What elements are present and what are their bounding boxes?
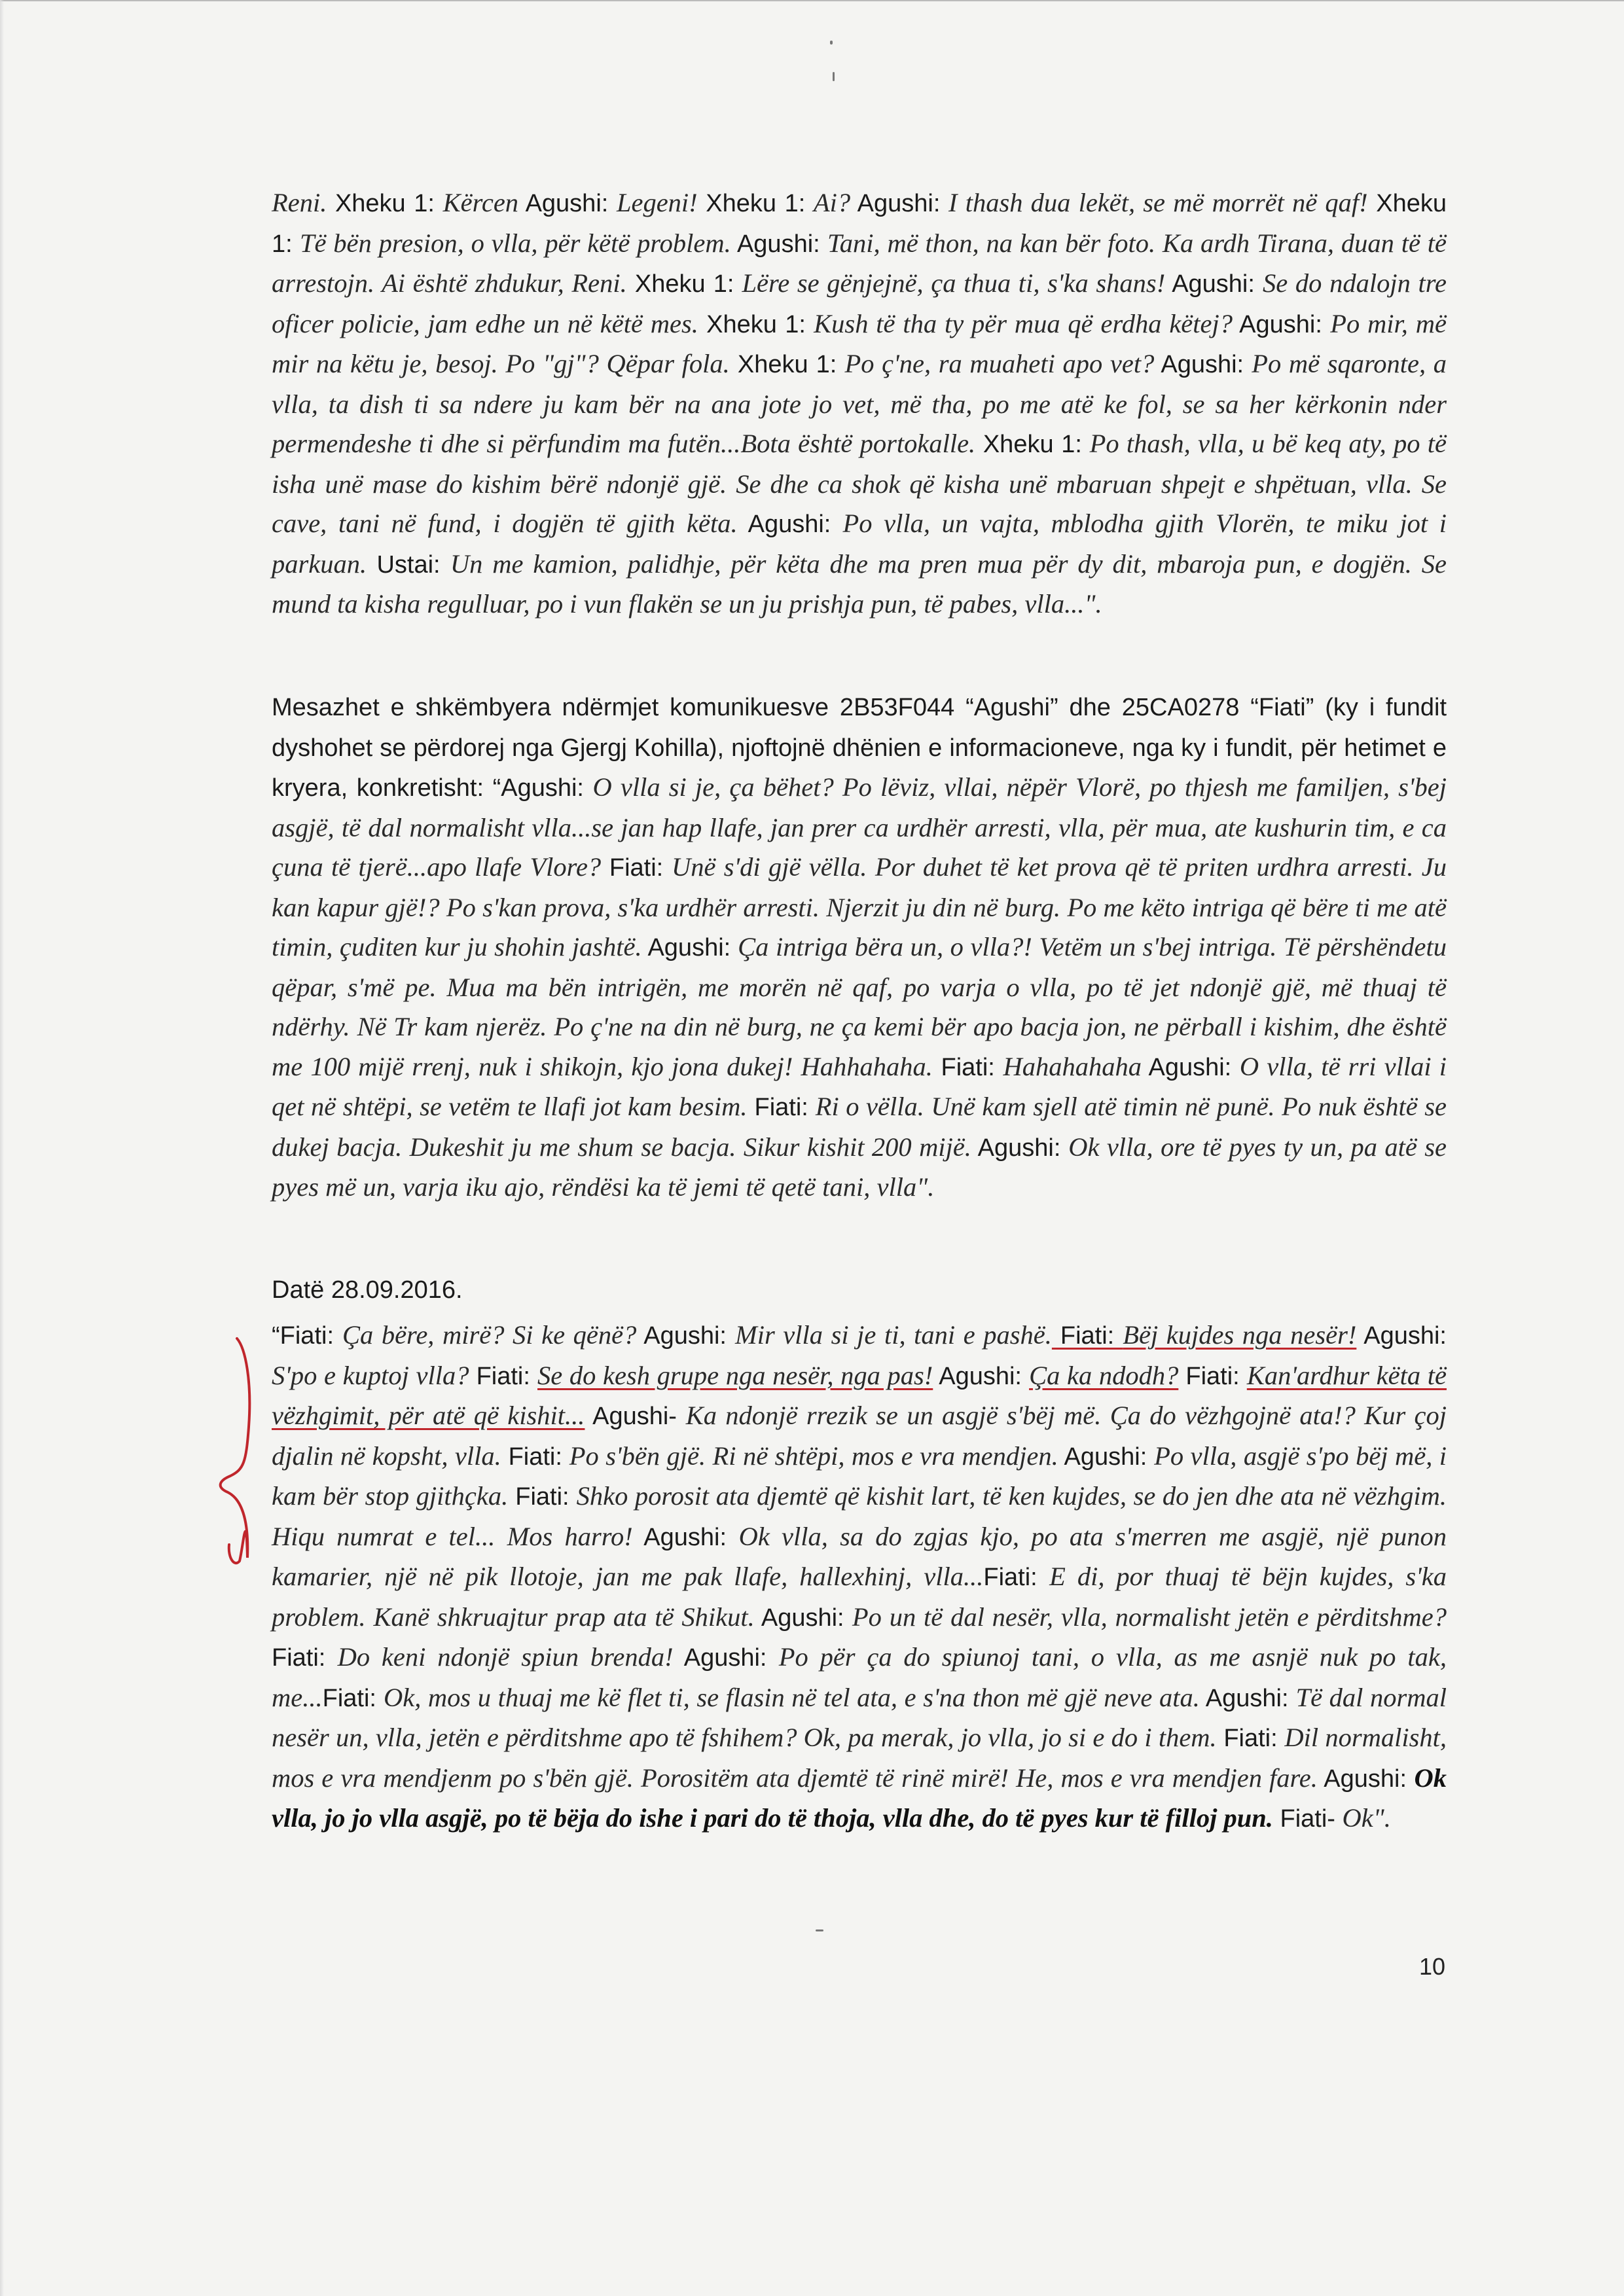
quoted-speech: Unë s'di gjë vëlla. Por duhet të ket prova që të priten urdhra arresti. Ju kan kapur gjë!? Po s'kan prova, s'ka urdhër arresti. Njerzit ju din në burg. Po me këto intriga që bëre ti me atë timin, çuditen kur ju shohin jashtë. bbox=[272, 852, 1447, 961]
quoted-speech: Shko porosit ata djemtë që kishit lart, të ken kujdes, se do jen dhe ata në vëzhgim. Hiqu numrat e tel... Mos harro! bbox=[272, 1481, 1447, 1551]
speaker-label: Fiati: bbox=[469, 1362, 538, 1390]
paragraph-transcript-2 bbox=[272, 687, 1447, 1208]
speaker-label: Agushi: bbox=[1058, 1443, 1155, 1471]
speaker-label: Xheku 1: bbox=[975, 431, 1090, 458]
quoted-speech: Ça ka ndodh? bbox=[1029, 1360, 1179, 1390]
speaker-label: Fiati: bbox=[272, 1644, 338, 1672]
quoted-speech: Ok vlla, sa do zgjas kjo, po ata s'merren me asgjë, një punon kamarier, një në pik llotoje, jan me pak llafe, hallexhinj, vlla... bbox=[272, 1521, 1447, 1591]
quoted-speech: Un me kamion, palidhje, për këta dhe ma pren mua për dy dit, mbaroja pun, e dogjën. Se mund ta kisha regulluar, po i vun flakën se un ju prishja pun, të pabes, vlla...". bbox=[272, 548, 1447, 619]
speaker-label: Agushi: bbox=[1141, 1053, 1240, 1081]
speaker-label: Fiati: bbox=[983, 1564, 1050, 1591]
speaker-label: Agushi: bbox=[673, 1644, 779, 1672]
speaker-label: Agushi: bbox=[737, 511, 843, 538]
quoted-speech: Po mir, më mir na këtu je, besoj. Po "gj"? Qëpar fola. bbox=[272, 308, 1447, 378]
quoted-speech: S'po e kuptoj vlla? bbox=[272, 1360, 469, 1390]
quoted-speech: Po vlla, asgjë s'po bëj më, i kam bër stop gjithçka. bbox=[272, 1441, 1447, 1511]
paragraph-transcript-3 bbox=[272, 1316, 1447, 1839]
quoted-speech: Se do ndalojn tre oficer policie, jam edhe un në këtë mes. bbox=[272, 268, 1447, 338]
speaker-label: Fiati: bbox=[747, 1094, 816, 1121]
speaker-label: Agushi: bbox=[1356, 1322, 1447, 1350]
quoted-speech: Po ç'ne, ra muaheti apo vet? bbox=[844, 349, 1155, 378]
speaker-label: Agushi: bbox=[971, 1134, 1069, 1162]
speaker-label: Fiati: bbox=[1178, 1362, 1247, 1390]
quoted-speech: Po vlla, un vajta, mblodha gjith Vlorën, te miku jot i parkuan. bbox=[272, 509, 1447, 579]
speaker-label: Agushi: bbox=[850, 190, 949, 217]
scan-artifact bbox=[816, 1929, 823, 1931]
speaker-label: Fiati: bbox=[322, 1684, 384, 1712]
quoted-speech: O vlla, të rri vllai i qet në shtëpi, se vetëm te llafi jot kam besim. bbox=[272, 1051, 1447, 1121]
speaker-label: Agushi: bbox=[641, 934, 738, 961]
quoted-speech: Ok vlla, ore të pyes ty un, pa atë se pyes më un, varja iku ajo, rëndësi ka të jemi të qetë tani, vlla". bbox=[272, 1132, 1447, 1202]
speaker-label: Fiati: bbox=[1051, 1322, 1123, 1350]
quoted-speech: Kërcen bbox=[442, 188, 519, 217]
quoted-speech: Dil normalisht, mos e vra mendjenm po s'bën gjë. Porositëm ata djemtë të rinë mirë! He, mos e vra mendjen fare. bbox=[272, 1723, 1447, 1793]
quoted-speech: Reni. bbox=[272, 188, 327, 217]
quoted-speech: Të bën presion, o vlla, për këtë problem. bbox=[299, 228, 731, 258]
quoted-speech: E di, por thuaj të bëjn kujdes, s'ka problem. Kanë shkruajtur prap ata të Shikut. bbox=[272, 1562, 1447, 1632]
paragraph-transcript-1 bbox=[272, 183, 1447, 624]
quoted-speech: Po un të dal nesër, vlla, normalisht jetën e përditshme? bbox=[852, 1602, 1447, 1632]
speaker-label: Agushi: bbox=[632, 1523, 739, 1551]
speaker-label: Xheku 1: bbox=[697, 190, 814, 217]
quoted-speech: I thash dua lekët, se më morrët në qaf! bbox=[948, 188, 1368, 217]
speaker-label: Xheku 1: bbox=[729, 351, 845, 378]
speaker-label: Xheku 1: bbox=[327, 190, 443, 217]
quoted-speech: Kan'ardhur këta të vëzhgimit, për atë që kishit... bbox=[272, 1360, 1447, 1430]
speaker-label: Agushi: bbox=[933, 1362, 1030, 1390]
speaker-label: Fiati- bbox=[1272, 1805, 1343, 1833]
quoted-speech: Po thash, vlla, u bë keq aty, po të isha unë mase do kishim bërë ndonjë gjë. Se dhe ca shok që kisha unë mbaruan shpejt e shpëtuan, vlla. Se cave, tani në fund, i dogjën të gjith këta. bbox=[272, 429, 1447, 538]
speaker-label: Agushi: bbox=[518, 190, 617, 217]
quoted-speech: Ri o vëlla. Unë kam sjell atë timin në punë. Po nuk është se dukej bacja. Dukeshit ju me shum se bacja. Sikur kishit 200 mijë. bbox=[272, 1092, 1447, 1162]
quoted-speech: Se do kesh grupe nga nesër, nga pas! bbox=[537, 1360, 933, 1390]
quoted-speech: Ok". bbox=[1342, 1803, 1391, 1833]
speaker-label: Xheku 1: bbox=[272, 190, 1447, 258]
speaker-label: Mesazhet e shkëmbyera ndërmjet komunikuesve 2B53F044 “Agushi” dhe 25CA0278 “Fiati” (ky i fundit dyshohet se përdorej nga Gjergj Kohilla), njoftojnë dhënien e informacioneve, nga ky i fundit, për hetimet e kryera, konkretisht: “Agushi: bbox=[272, 694, 1447, 802]
scan-left-edge bbox=[0, 0, 4, 2296]
quoted-speech: Bëj kujdes nga nesër! bbox=[1123, 1320, 1357, 1350]
page-number: 10 bbox=[1419, 1953, 1446, 1980]
speaker-label: Xheku 1: bbox=[626, 270, 742, 298]
speaker-label: Agushi: bbox=[1199, 1684, 1296, 1712]
quoted-speech: Ok vlla, jo jo vlla asgjë, po të bëja do ishe i pari do të thoja, vlla dhe, do të pyes kur të filloj pun. bbox=[272, 1763, 1447, 1833]
quoted-speech: Do keni ndonjë spiun brenda! bbox=[337, 1642, 674, 1672]
speaker-label: “Fiati: bbox=[272, 1322, 342, 1350]
quoted-speech: Të dal normal nesër un, vlla, jetën e përditshme apo të fshihem? Ok, pa merak, jo vlla, jo si e do i them. bbox=[272, 1682, 1447, 1752]
quoted-speech: Ça bëre, mirë? Si ke qënë? bbox=[342, 1320, 637, 1350]
quoted-speech: O vlla si je, ça bëhet? Po lëviz, vllai, nëpër Vlorë, po thjesh me familjen, s'bej asgjë, të dal normalisht vlla...se jan hap llafe, jan prer ca urdhër arresti, vlla, për mua, ate kushurin tim, e ca çuna të tjerë...apo llafe Vlore? bbox=[272, 772, 1447, 882]
date-text: Datë 28.09.2016. bbox=[272, 1276, 463, 1304]
quoted-speech: Po më sqaronte, a vlla, ta dish ti sa ndere ju kam bër na ana jote jo vet, më tha, po me atë ke fol, se sa her kërkonin nder permendeshe ti dhe si përfundim ma futën...Bota është portokalle. bbox=[272, 349, 1447, 458]
speaker-label: Agushi: bbox=[1233, 310, 1331, 338]
quoted-speech: Ai? bbox=[813, 188, 851, 217]
speaker-label: Fiati: bbox=[501, 1443, 569, 1471]
speaker-label: Fiati: bbox=[601, 854, 672, 882]
quoted-speech: Tani, më thon, na kan bër foto. Ka ardh Tirana, duan të të arrestojn. Ai është zhdukur, Reni. bbox=[272, 228, 1447, 298]
quoted-speech: Mir vlla si je ti, tani e pashë. bbox=[734, 1320, 1052, 1350]
quoted-speech: Ka ndonjë rrezik se un asgjë s'bëj më. Ça do vëzhgojnë ata!? Kur çoj djalin në kopsht, vlla. bbox=[272, 1401, 1447, 1471]
date-line bbox=[272, 1270, 1447, 1310]
quoted-speech: Kush të tha ty për mua që erdha këtej? bbox=[814, 308, 1233, 338]
quoted-speech: Po s'bën gjë. Ri në shtëpi, mos e vra mendjen. bbox=[569, 1441, 1058, 1471]
quoted-speech: Po për ça do spiunoj tani, o vlla, as me asnjë nuk po tak, me... bbox=[272, 1642, 1447, 1712]
speaker-label: Fiati: bbox=[508, 1483, 577, 1511]
quoted-speech: Hahahahaha bbox=[1003, 1051, 1142, 1081]
speaker-label: Agushi: bbox=[731, 230, 827, 258]
scan-artifact bbox=[833, 72, 835, 81]
scan-artifact bbox=[830, 41, 833, 45]
speaker-label: Agushi: bbox=[1165, 270, 1263, 298]
speaker-label: Agushi: bbox=[1317, 1765, 1415, 1793]
quoted-speech: Ok, mos u thuaj me kë flet ti, se flasin në tel ata, e s'na thon më gjë neve ata. bbox=[383, 1682, 1200, 1712]
speaker-label: Agushi: bbox=[636, 1322, 735, 1350]
quoted-speech: Ça intriga bëra un, o vlla?! Vetëm un s'bej intriga. Të përshëndetu qëpar, s'më pe. Mua ma bën intrigën, me morën në qaf, po varja o vlla, po të jet ndonjë gjë, më thuaj të ndërhy. Në Tr kam njerëz. Po ç'ne na din në burg, ne ça kemi bër apo bacja jon, ne përball i kishim, dhe është me 100 mijë rrenj, nuk i shikojn, kjo jona dukej! Hahhahaha. bbox=[272, 932, 1447, 1081]
speaker-label: Fiati: bbox=[1216, 1725, 1285, 1752]
speaker-label: Agushi: bbox=[1154, 351, 1252, 378]
quoted-speech: Lëre se gënjejnë, ça thua ti, s'ka shans! bbox=[742, 268, 1166, 298]
speaker-label: Fiati: bbox=[932, 1053, 1003, 1081]
speaker-label: Ustai: bbox=[367, 550, 450, 579]
speaker-label: Agushi: bbox=[754, 1604, 852, 1632]
scan-top-edge bbox=[0, 0, 1624, 1]
speaker-label: Xheku 1: bbox=[698, 310, 814, 338]
quoted-speech: Legeni! bbox=[616, 188, 698, 217]
speaker-label: Agushi- bbox=[585, 1403, 686, 1430]
red-bracket-mark bbox=[221, 1338, 250, 1563]
